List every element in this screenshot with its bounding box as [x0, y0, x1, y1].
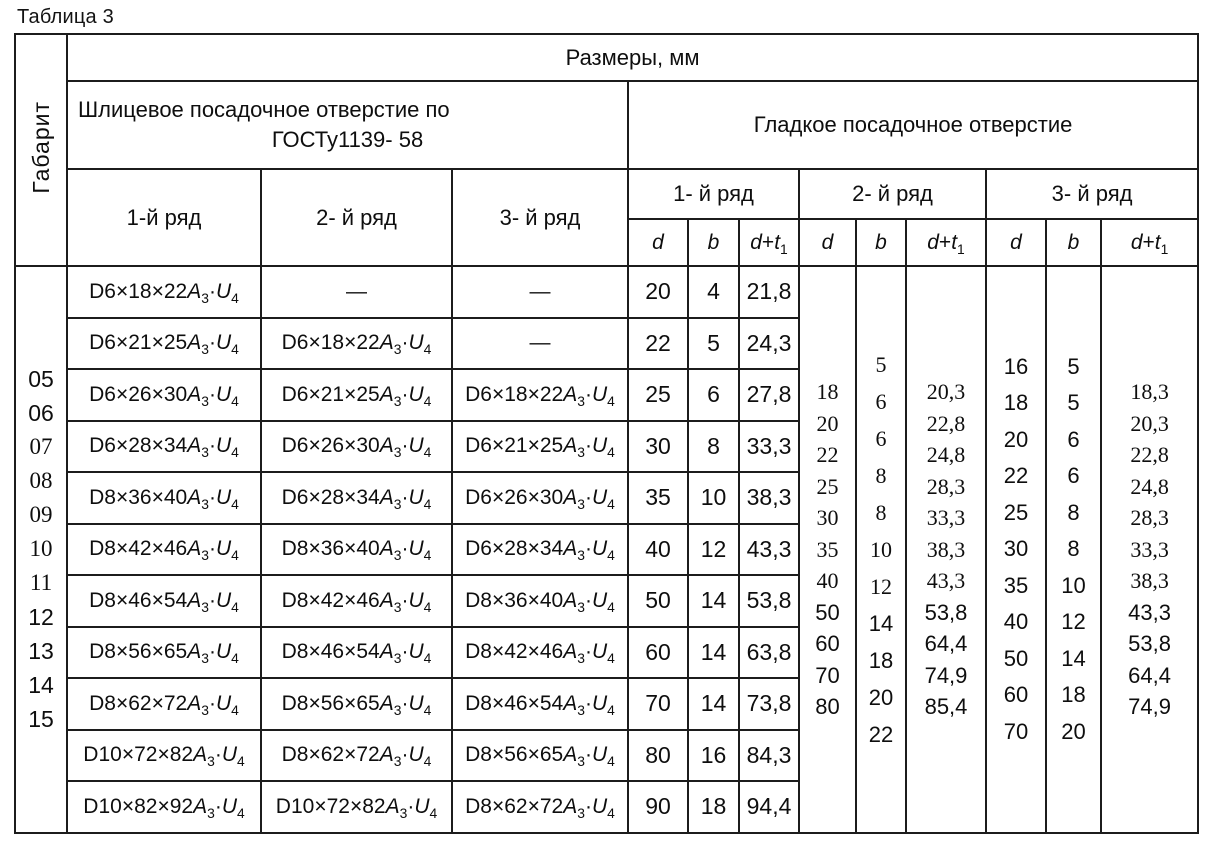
spline-series2-cell: $D6\times 18\times 22A_3\cdot U_4$: [261, 318, 452, 370]
col-header-series1-d-plus-t1: $d+t_1$: [739, 219, 799, 266]
smooth-series-1-header: 1- й ряд: [628, 169, 799, 219]
smooth-series3-d-values-item: 50: [1003, 645, 1029, 671]
dimensions-table: [14, 33, 1199, 834]
gabarit-values-item: 07: [29, 434, 53, 460]
smooth-series1-d-cell: 50: [628, 575, 688, 627]
spline-series1-cell: $D6\times 21\times 25A_3\cdot U_4$: [67, 318, 261, 370]
smooth-series3-dt1-values-item: 18,3: [1130, 379, 1169, 404]
smooth-series2-dt1-values-list: [907, 269, 985, 830]
smooth-series1-dt1-cell: 53,8: [739, 575, 799, 627]
smooth-series3-d-values-item: 30: [1003, 536, 1029, 561]
smooth-series1-d-cell: 90: [628, 781, 688, 833]
smooth-series2-b-values-item: 6: [875, 388, 887, 414]
col-header-series1-b: b: [688, 219, 739, 266]
gabarit-values-item: 09: [29, 502, 53, 528]
smooth-series1-d-cell: 30: [628, 421, 688, 473]
smooth-series1-dt1-cell: 24,3: [739, 318, 799, 370]
smooth-series2-b-values-item: 12: [870, 573, 892, 599]
smooth-series2-dt1-values-item: 74,9: [924, 662, 968, 688]
spline-group-header-line2: ГОСТу1139- 58: [271, 127, 424, 152]
smooth-series2-dt1-values-item: 24,8: [926, 442, 966, 467]
smooth-series3-dt1-values-item: 22,8: [1130, 442, 1169, 467]
smooth-series2-d-values-item: 25: [816, 473, 839, 499]
spline-series2-cell: $D8\times 42\times 46A_3\cdot U_4$: [261, 575, 452, 627]
smooth-series2-b-values-item: 14: [868, 610, 894, 636]
smooth-series3-dt1-values-item: 74,9: [1128, 694, 1171, 719]
smooth-series3-b-values-item: 8: [1067, 536, 1080, 561]
col-header-series2-b: b: [856, 219, 906, 266]
smooth-series3-d-values-item: 22: [1003, 463, 1029, 488]
smooth-series2-b-values-item: 5: [875, 351, 887, 377]
gabarit-values-item: 15: [28, 706, 54, 733]
smooth-series2-b-values-item: 10: [870, 536, 892, 562]
smooth-series1-b-cell: 6: [688, 369, 739, 421]
gabarit-values: [15, 266, 67, 833]
col-header-series2-d: d: [799, 219, 856, 266]
spline-series3-cell: $D8\times 42\times 46A_3\cdot U_4$: [452, 627, 628, 679]
smooth-series1-dt1-cell: 73,8: [739, 678, 799, 730]
smooth-series1-b-cell: 12: [688, 524, 739, 576]
spline-series3-cell: $D6\times 21\times 25A_3\cdot U_4$: [452, 421, 628, 473]
spline-series1-cell: $D10\times 72\times 82A_3\cdot U_4$: [67, 730, 261, 782]
smooth-series1-b-cell: 18: [688, 781, 739, 833]
spline-series1-cell: $D8\times 42\times 46A_3\cdot U_4$: [67, 524, 261, 576]
spline-series2-cell: $D8\times 62\times 72A_3\cdot U_4$: [261, 730, 452, 782]
smooth-series1-d-cell: 25: [628, 369, 688, 421]
smooth-series-2-header: 2- й ряд: [799, 169, 986, 219]
smooth-series3-b-values-item: 10: [1061, 572, 1086, 598]
smooth-series2-dt1-values-item: 33,3: [926, 505, 966, 530]
smooth-series2-b-values-item: 8: [875, 499, 887, 525]
smooth-series2-dt1-values-item: 53,8: [924, 599, 968, 625]
col-header-series3-b: b: [1046, 219, 1101, 266]
smooth-series2-dt1-values-item: 85,4: [924, 694, 968, 719]
col-header-series3-d-plus-t1: $d+t_1$: [1101, 219, 1198, 266]
smooth-series2-b-values-item: 6: [875, 425, 887, 451]
smooth-series3-d-values-item: 70: [1003, 718, 1029, 744]
smooth-series1-b-cell: 14: [688, 678, 739, 730]
smooth-series1-d-cell: 20: [628, 266, 688, 318]
smooth-series1-d-cell: 40: [628, 524, 688, 576]
smooth-series1-b-cell: 4: [688, 266, 739, 318]
smooth-series1-b-cell: 14: [688, 575, 739, 627]
spline-series2-cell: —: [261, 266, 452, 318]
smooth-series1-dt1-cell: 33,3: [739, 421, 799, 473]
smooth-series3-dt1-values-item: 24,8: [1130, 473, 1169, 499]
spline-series2-cell: $D6\times 28\times 34A_3\cdot U_4$: [261, 472, 452, 524]
spline-series3-cell: —: [452, 266, 628, 318]
smooth-series2-b-values-item: 18: [868, 647, 894, 673]
smooth-series1-dt1-cell: 27,8: [739, 369, 799, 421]
smooth-series2-dt1-values-item: 22,8: [926, 410, 966, 436]
spline-group-header-line1: Шлицевое посадочное отверстие по: [78, 97, 450, 122]
smooth-series2-b-values-item: 20: [868, 684, 894, 710]
gabarit-column-header-label: Габарит: [27, 100, 54, 194]
gabarit-values-item: 14: [28, 672, 54, 699]
spline-series2-cell: $D8\times 36\times 40A_3\cdot U_4$: [261, 524, 452, 576]
smooth-series3-b-values-item: 6: [1067, 426, 1080, 452]
smooth-series3-d-values-item: 16: [1003, 353, 1029, 379]
spline-series1-cell: $D6\times 26\times 30A_3\cdot U_4$: [67, 369, 261, 421]
smooth-series2-d-values-item: 30: [816, 505, 839, 530]
spline-series3-cell: $D8\times 62\times 72A_3\cdot U_4$: [452, 781, 628, 833]
smooth-series3-b-values-item: 12: [1061, 609, 1086, 634]
smooth-series3-b-values-list: [1047, 269, 1100, 830]
smooth-series2-d-values-item: 18: [816, 379, 839, 404]
smooth-series2-d-values-item: 35: [816, 536, 839, 562]
spline-group-header: [67, 81, 628, 169]
smooth-series2-d-values-item: 70: [815, 662, 840, 688]
smooth-series3-d-values-item: 18: [1003, 390, 1029, 415]
gabarit-values-item: 13: [28, 638, 54, 665]
spline-series3-cell: $D8\times 36\times 40A_3\cdot U_4$: [452, 575, 628, 627]
smooth-series3-dt1-values-item: 20,3: [1130, 410, 1169, 436]
smooth-series-3-header: 3- й ряд: [986, 169, 1198, 219]
smooth-series1-d-cell: 22: [628, 318, 688, 370]
smooth-series3-dt1-values-item: 64,4: [1128, 662, 1171, 688]
table-row: [15, 266, 1198, 318]
gabarit-values-item: 05: [28, 366, 54, 393]
smooth-series3-d-values-item: 25: [1003, 499, 1029, 525]
col-header-series1-d: d: [628, 219, 688, 266]
spline-series2-cell: $D6\times 26\times 30A_3\cdot U_4$: [261, 421, 452, 473]
spline-series2-cell: $D8\times 56\times 65A_3\cdot U_4$: [261, 678, 452, 730]
smooth-series3-dt1-values: [1101, 266, 1198, 833]
smooth-series2-b-values: [856, 266, 906, 833]
smooth-series3-dt1-values-list: [1102, 269, 1197, 830]
smooth-series2-d-values-item: 50: [815, 599, 840, 625]
spline-series2-cell: $D8\times 46\times 54A_3\cdot U_4$: [261, 627, 452, 679]
spline-series1-cell: $D8\times 56\times 65A_3\cdot U_4$: [67, 627, 261, 679]
smooth-series3-d-values: [986, 266, 1046, 833]
smooth-series1-dt1-cell: 21,8: [739, 266, 799, 318]
spline-series1-cell: $D10\times 82\times 92A_3\cdot U_4$: [67, 781, 261, 833]
spline-series3-cell: $D6\times 28\times 34A_3\cdot U_4$: [452, 524, 628, 576]
smooth-series1-dt1-cell: 63,8: [739, 627, 799, 679]
smooth-series3-b-values-item: 5: [1067, 390, 1080, 415]
smooth-series3-b-values-item: 18: [1061, 682, 1086, 707]
smooth-series2-dt1-values-item: 20,3: [926, 379, 966, 404]
gabarit-values-list: [16, 269, 66, 830]
smooth-series3-d-values-item: 60: [1003, 682, 1029, 707]
smooth-series3-dt1-values-item: 28,3: [1130, 505, 1169, 530]
spline-series1-cell: $D8\times 36\times 40A_3\cdot U_4$: [67, 472, 261, 524]
smooth-series1-d-cell: 35: [628, 472, 688, 524]
spline-series3-cell: —: [452, 318, 628, 370]
smooth-series3-d-values-item: 20: [1003, 426, 1029, 452]
smooth-series1-dt1-cell: 84,3: [739, 730, 799, 782]
sizes-header: Размеры, мм: [67, 34, 1198, 81]
smooth-series1-b-cell: 14: [688, 627, 739, 679]
smooth-series3-b-values-item: 5: [1067, 353, 1080, 379]
smooth-series3-dt1-values-item: 33,3: [1130, 536, 1169, 562]
spline-series3-cell: $D8\times 56\times 65A_3\cdot U_4$: [452, 730, 628, 782]
gabarit-values-item: 11: [29, 570, 53, 596]
spline-series1-cell: $D6\times 28\times 34A_3\cdot U_4$: [67, 421, 261, 473]
smooth-series2-dt1-values: [906, 266, 986, 833]
spline-series1-cell: $D8\times 62\times 72A_3\cdot U_4$: [67, 678, 261, 730]
smooth-series3-b-values-item: 6: [1067, 463, 1080, 488]
smooth-series2-d-values-list: [800, 269, 855, 830]
smooth-series2-dt1-values-item: 64,4: [924, 631, 968, 656]
smooth-series2-d-values-item: 20: [816, 410, 839, 436]
table-title: Таблица 3: [17, 6, 114, 28]
col-header-series3-d: d: [986, 219, 1046, 266]
smooth-series3-dt1-values-item: 38,3: [1130, 568, 1169, 593]
spline-series2-cell: $D6\times 21\times 25A_3\cdot U_4$: [261, 369, 452, 421]
smooth-series2-d-values: [799, 266, 856, 833]
smooth-series2-b-values-item: 8: [875, 462, 887, 488]
smooth-series1-b-cell: 5: [688, 318, 739, 370]
spline-series1-cell: $D8\times 46\times 54A_3\cdot U_4$: [67, 575, 261, 627]
smooth-series1-d-cell: 70: [628, 678, 688, 730]
spline-series1-cell: $D6\times 18\times 22A_3\cdot U_4$: [67, 266, 261, 318]
smooth-series3-d-values-list: [987, 269, 1045, 830]
col-header-series2-d-plus-t1: $d+t_1$: [906, 219, 986, 266]
spline-series3-cell: $D6\times 26\times 30A_3\cdot U_4$: [452, 472, 628, 524]
smooth-series2-dt1-values-item: 28,3: [926, 473, 966, 499]
gabarit-values-item: 12: [28, 604, 54, 631]
spline-series-1-header: 1-й ряд: [67, 169, 261, 266]
spline-series2-cell: $D10\times 72\times 82A_3\cdot U_4$: [261, 781, 452, 833]
smooth-series1-b-cell: 8: [688, 421, 739, 473]
smooth-series2-d-values-item: 80: [815, 694, 840, 719]
smooth-series2-d-values-item: 40: [816, 568, 839, 593]
smooth-group-header: Гладкое посадочное отверстие: [628, 81, 1198, 169]
smooth-series1-b-cell: 10: [688, 472, 739, 524]
spline-series-3-header: 3- й ряд: [452, 169, 628, 266]
smooth-series3-dt1-values-item: 53,8: [1128, 631, 1171, 656]
smooth-series2-dt1-values-item: 43,3: [926, 568, 966, 593]
spline-series3-cell: $D6\times 18\times 22A_3\cdot U_4$: [452, 369, 628, 421]
smooth-series1-d-cell: 60: [628, 627, 688, 679]
smooth-series3-b-values: [1046, 266, 1101, 833]
smooth-series3-b-values-item: 20: [1061, 718, 1086, 744]
smooth-series1-dt1-cell: 94,4: [739, 781, 799, 833]
smooth-series2-dt1-values-item: 38,3: [926, 536, 966, 562]
gabarit-values-item: 08: [29, 468, 53, 494]
smooth-series2-d-values-item: 22: [816, 442, 839, 467]
gabarit-values-item: 10: [29, 536, 53, 562]
smooth-series1-dt1-cell: 43,3: [739, 524, 799, 576]
smooth-series3-b-values-item: 14: [1061, 645, 1086, 671]
smooth-series2-b-values-item: 22: [868, 721, 894, 747]
smooth-series1-dt1-cell: 38,3: [739, 472, 799, 524]
gabarit-values-item: 06: [28, 400, 54, 427]
smooth-series3-d-values-item: 40: [1003, 609, 1029, 634]
smooth-series1-b-cell: 16: [688, 730, 739, 782]
smooth-series3-d-values-item: 35: [1003, 572, 1029, 598]
smooth-series3-b-values-item: 8: [1067, 499, 1080, 525]
spline-series3-cell: $D8\times 46\times 54A_3\cdot U_4$: [452, 678, 628, 730]
smooth-series2-d-values-item: 60: [815, 631, 840, 656]
smooth-series3-dt1-values-item: 43,3: [1128, 599, 1171, 625]
smooth-series1-d-cell: 80: [628, 730, 688, 782]
gabarit-column-header: [15, 34, 67, 266]
smooth-series2-b-values-list: [857, 269, 905, 830]
spline-series-2-header: 2- й ряд: [261, 169, 452, 266]
